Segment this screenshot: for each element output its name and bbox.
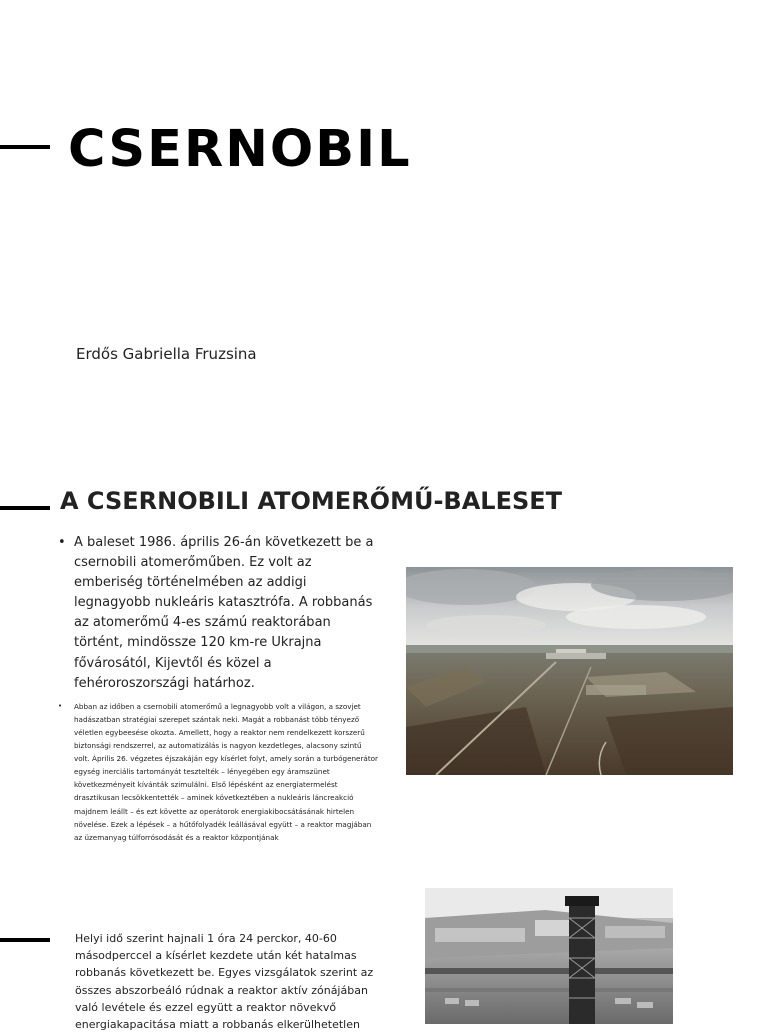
author-name: Erdős Gabriella Fruzsina — [76, 345, 257, 363]
title-accent-bar — [0, 145, 50, 149]
bullet-item — [58, 700, 378, 844]
section-accent-bar — [0, 938, 50, 942]
aerial-landscape-photo — [406, 567, 733, 775]
section-title: A CSERNOBILI ATOMERŐMŰ-BALESET — [60, 487, 563, 515]
bullet-dot: • — [58, 535, 66, 550]
bullet-dot: • — [58, 701, 63, 710]
power-plant-tower-photo — [425, 888, 673, 1024]
bullet-list — [58, 533, 378, 844]
bullet-text: Abban az időben a csernobili atomerőmű a legnagyobb volt a világon, a szovjet hadászatban stratégiai szerepet szántak neki. Magát a robbanást több tényező véletlen egybeesése okozta. Amellett, hogy a reaktor nem rendelkezett korszerű biztonsági rendszerrel, az automatizálás is nagyon kezdetleges, alacsony szintű volt. Április 26. végzetes éjszakáján egy kísérlet folyt, amely során a turbógenerátor egység inerciális tartományát tesztelték – lényegében egy áramszünet következményeit kívánták szimulálni. Első lépésként az energiatermelést drasztikusan lecsökkentették – aminek következtében a nukleáris láncreakció majdnem leállt – és ezt követte az operátorok energiakibocsátásának hirtelen növelése. Ezek a lépések – a hűtőfolyadék leállásával együtt – a reaktor magjában az üzemanyag túlforrósodását és a reaktor központjának — [74, 701, 378, 842]
presentation-title: CSERNOBIL — [68, 120, 412, 179]
bullet-text: A baleset 1986. április 26-án következett be a csernobili atomerőműben. Ez volt az emberiség történelmében az addigi legnagyobb nukleáris katasztrófa. A robbanás az atomerőmű 4-es számú reaktorában történt, mindössze 120 km-re Ukrajna fővárosától, Kijevtől és közel a fehéroroszországi határhoz. — [74, 535, 374, 691]
body-paragraph: Helyi idő szerint hajnali 1 óra 24 perckor, 40-60 másodperccel a kísérlet kezdete után két hatalmas robbanás következett be. Egyes vizsgálatok szerint az összes abszorbeáló rúdnak a reaktor aktív zónájában való levétele és ezzel együtt a reaktor növekvő energiakapacitása miatt a robbanás elkerülhetetlen — [75, 932, 374, 1032]
section-accent-bar — [0, 506, 50, 510]
bullet-item — [58, 533, 378, 694]
